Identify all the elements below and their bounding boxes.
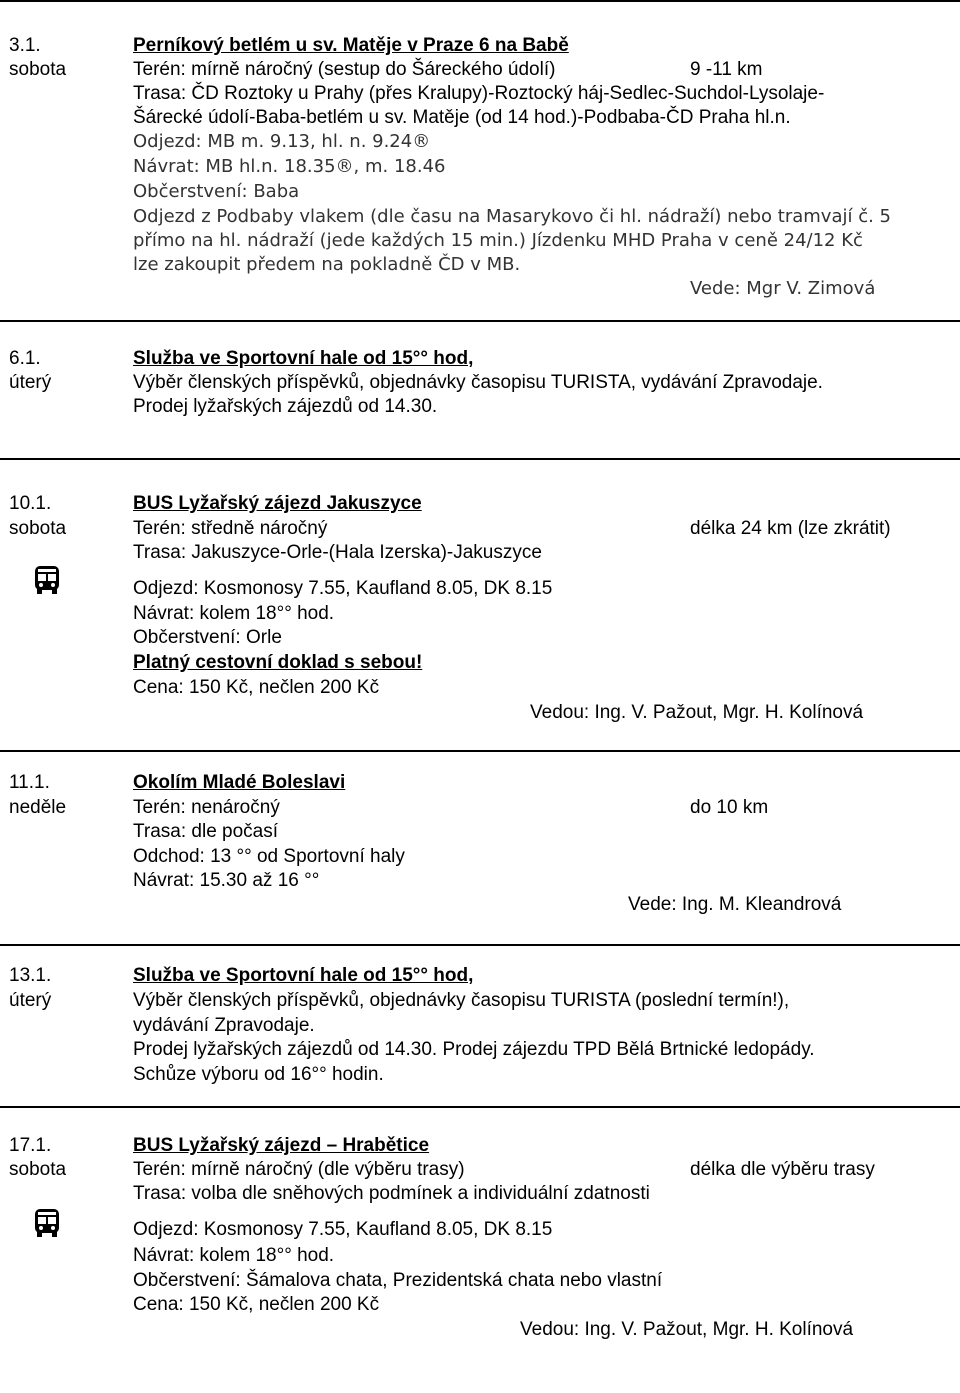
- event-distance: do 10 km: [690, 797, 769, 818]
- event-date: 3.1.: [9, 35, 41, 56]
- section-divider: [0, 0, 960, 2]
- event-price: Cena: 150 Kč, nečlen 200 Kč: [133, 677, 380, 698]
- event-departure: Odjezd: Kosmonosy 7.55, Kaufland 8.05, DK 8.15: [133, 1219, 553, 1240]
- event-return: Návrat: 15.30 až 16 °°: [133, 870, 320, 891]
- event-departure: Odjezd: MB m. 9.13, hl. n. 9.24®: [133, 131, 431, 152]
- event-distance: délka dle výběru trasy: [690, 1159, 875, 1180]
- event-terrain: Terén: středně náročný: [133, 518, 328, 539]
- event-departure: Odjezd: Kosmonosy 7.55, Kaufland 8.05, DK 8.15: [133, 578, 553, 599]
- event-title: Služba ve Sportovní hale od 15°° hod,: [133, 965, 474, 986]
- event-day: sobota: [9, 518, 67, 539]
- section-divider: [0, 944, 960, 946]
- event-return: Návrat: MB hl.n. 18.35®, m. 18.46: [133, 156, 446, 177]
- event-date: 11.1.: [9, 772, 50, 793]
- event-date: 17.1.: [9, 1135, 52, 1156]
- event-return: Návrat: kolem 18°° hod.: [133, 603, 335, 624]
- event-day: sobota: [9, 59, 67, 80]
- event-date: 10.1.: [9, 493, 52, 514]
- event-route: Trasa: ČD Roztoky u Prahy (přes Kralupy)-Roztocký háj-Sedlec-Suchdol-Lysolaje-: [133, 83, 825, 104]
- event-terrain: Terén: nenáročný: [133, 797, 280, 818]
- event-day: úterý: [9, 372, 52, 393]
- event-terrain: Terén: mírně náročný (sestup do Šáreckého údolí): [133, 59, 556, 80]
- event-day: úterý: [9, 990, 52, 1011]
- bus-icon: [34, 565, 60, 595]
- event-price: Cena: 150 Kč, nečlen 200 Kč: [133, 1294, 380, 1315]
- event-date: 6.1.: [9, 348, 41, 369]
- event-note: přímo na hl. nádraží (jede každých 15 min.) Jízdenku MHD Praha v ceně 24/12 Kč: [133, 230, 863, 251]
- event-description: Prodej lyžařských zájezdů od 14.30. Prodej zájezdu TPD Bělá Brtnické ledopády.: [133, 1039, 815, 1060]
- event-description: vydávání Zpravodaje.: [133, 1015, 315, 1036]
- event-description: Výběr členských příspěvků, objednávky časopisu TURISTA (poslední termín!),: [133, 990, 790, 1011]
- event-route: Trasa: dle počasí: [133, 821, 279, 842]
- event-day: sobota: [9, 1159, 67, 1180]
- event-distance: délka 24 km (lze zkrátit): [690, 518, 891, 539]
- event-route: Trasa: volba dle sněhových podmínek a individuální zdatnosti: [133, 1183, 650, 1204]
- event-departure: Odchod: 13 °° od Sportovní haly: [133, 846, 405, 867]
- event-distance: 9 -11 km: [690, 59, 763, 80]
- event-title: Okolím Mladé Boleslavi: [133, 772, 346, 793]
- event-refreshment: Občerstvení: Baba: [133, 181, 300, 202]
- event-note: Odjezd z Podbaby vlakem (dle času na Masarykovo či hl. nádraží) nebo tramvají č. 5: [133, 206, 892, 227]
- event-description: Schůze výboru od 16°° hodin.: [133, 1064, 384, 1085]
- section-divider: [0, 750, 960, 752]
- event-route: Trasa: Jakuszyce-Orle-(Hala Izerska)-Jakuszyce: [133, 542, 542, 563]
- event-route-cont: Šárecké údolí-Baba-betlém u sv. Matěje (od 14 hod.)-Podbaba-ČD Praha hl.n.: [133, 107, 791, 128]
- event-title: BUS Lyžařský zájezd Jakuszyce: [133, 493, 422, 514]
- event-terrain: Terén: mírně náročný (dle výběru trasy): [133, 1159, 465, 1180]
- bus-icon: [34, 1208, 60, 1238]
- event-title: Služba ve Sportovní hale od 15°° hod,: [133, 348, 474, 369]
- event-warning: Platný cestovní doklad s sebou!: [133, 652, 423, 673]
- event-note: lze zakoupit předem na pokladně ČD v MB.: [133, 254, 521, 275]
- event-leader: Vedou: Ing. V. Pažout, Mgr. H. Kolínová: [530, 702, 864, 723]
- event-title: BUS Lyžařský zájezd – Hrabětice: [133, 1135, 430, 1156]
- event-leader: Vede: Mgr V. Zimová: [690, 278, 876, 299]
- section-divider: [0, 458, 960, 460]
- event-description: Výběr členských příspěvků, objednávky časopisu TURISTA, vydávání Zpravodaje.: [133, 372, 823, 393]
- event-leader: Vedou: Ing. V. Pažout, Mgr. H. Kolínová: [520, 1319, 854, 1340]
- event-date: 13.1.: [9, 965, 52, 986]
- event-title: Perníkový betlém u sv. Matěje v Praze 6 na Babě: [133, 35, 569, 56]
- event-description: Prodej lyžařských zájezdů od 14.30.: [133, 396, 438, 417]
- section-divider: [0, 320, 960, 322]
- event-return: Návrat: kolem 18°° hod.: [133, 1245, 335, 1266]
- section-divider: [0, 1106, 960, 1108]
- event-refreshment: Občerstvení: Šámalova chata, Prezidentská chata nebo vlastní: [133, 1270, 663, 1291]
- event-leader: Vede: Ing. M. Kleandrová: [628, 894, 842, 915]
- event-day: neděle: [9, 797, 67, 818]
- event-refreshment: Občerstvení: Orle: [133, 627, 282, 648]
